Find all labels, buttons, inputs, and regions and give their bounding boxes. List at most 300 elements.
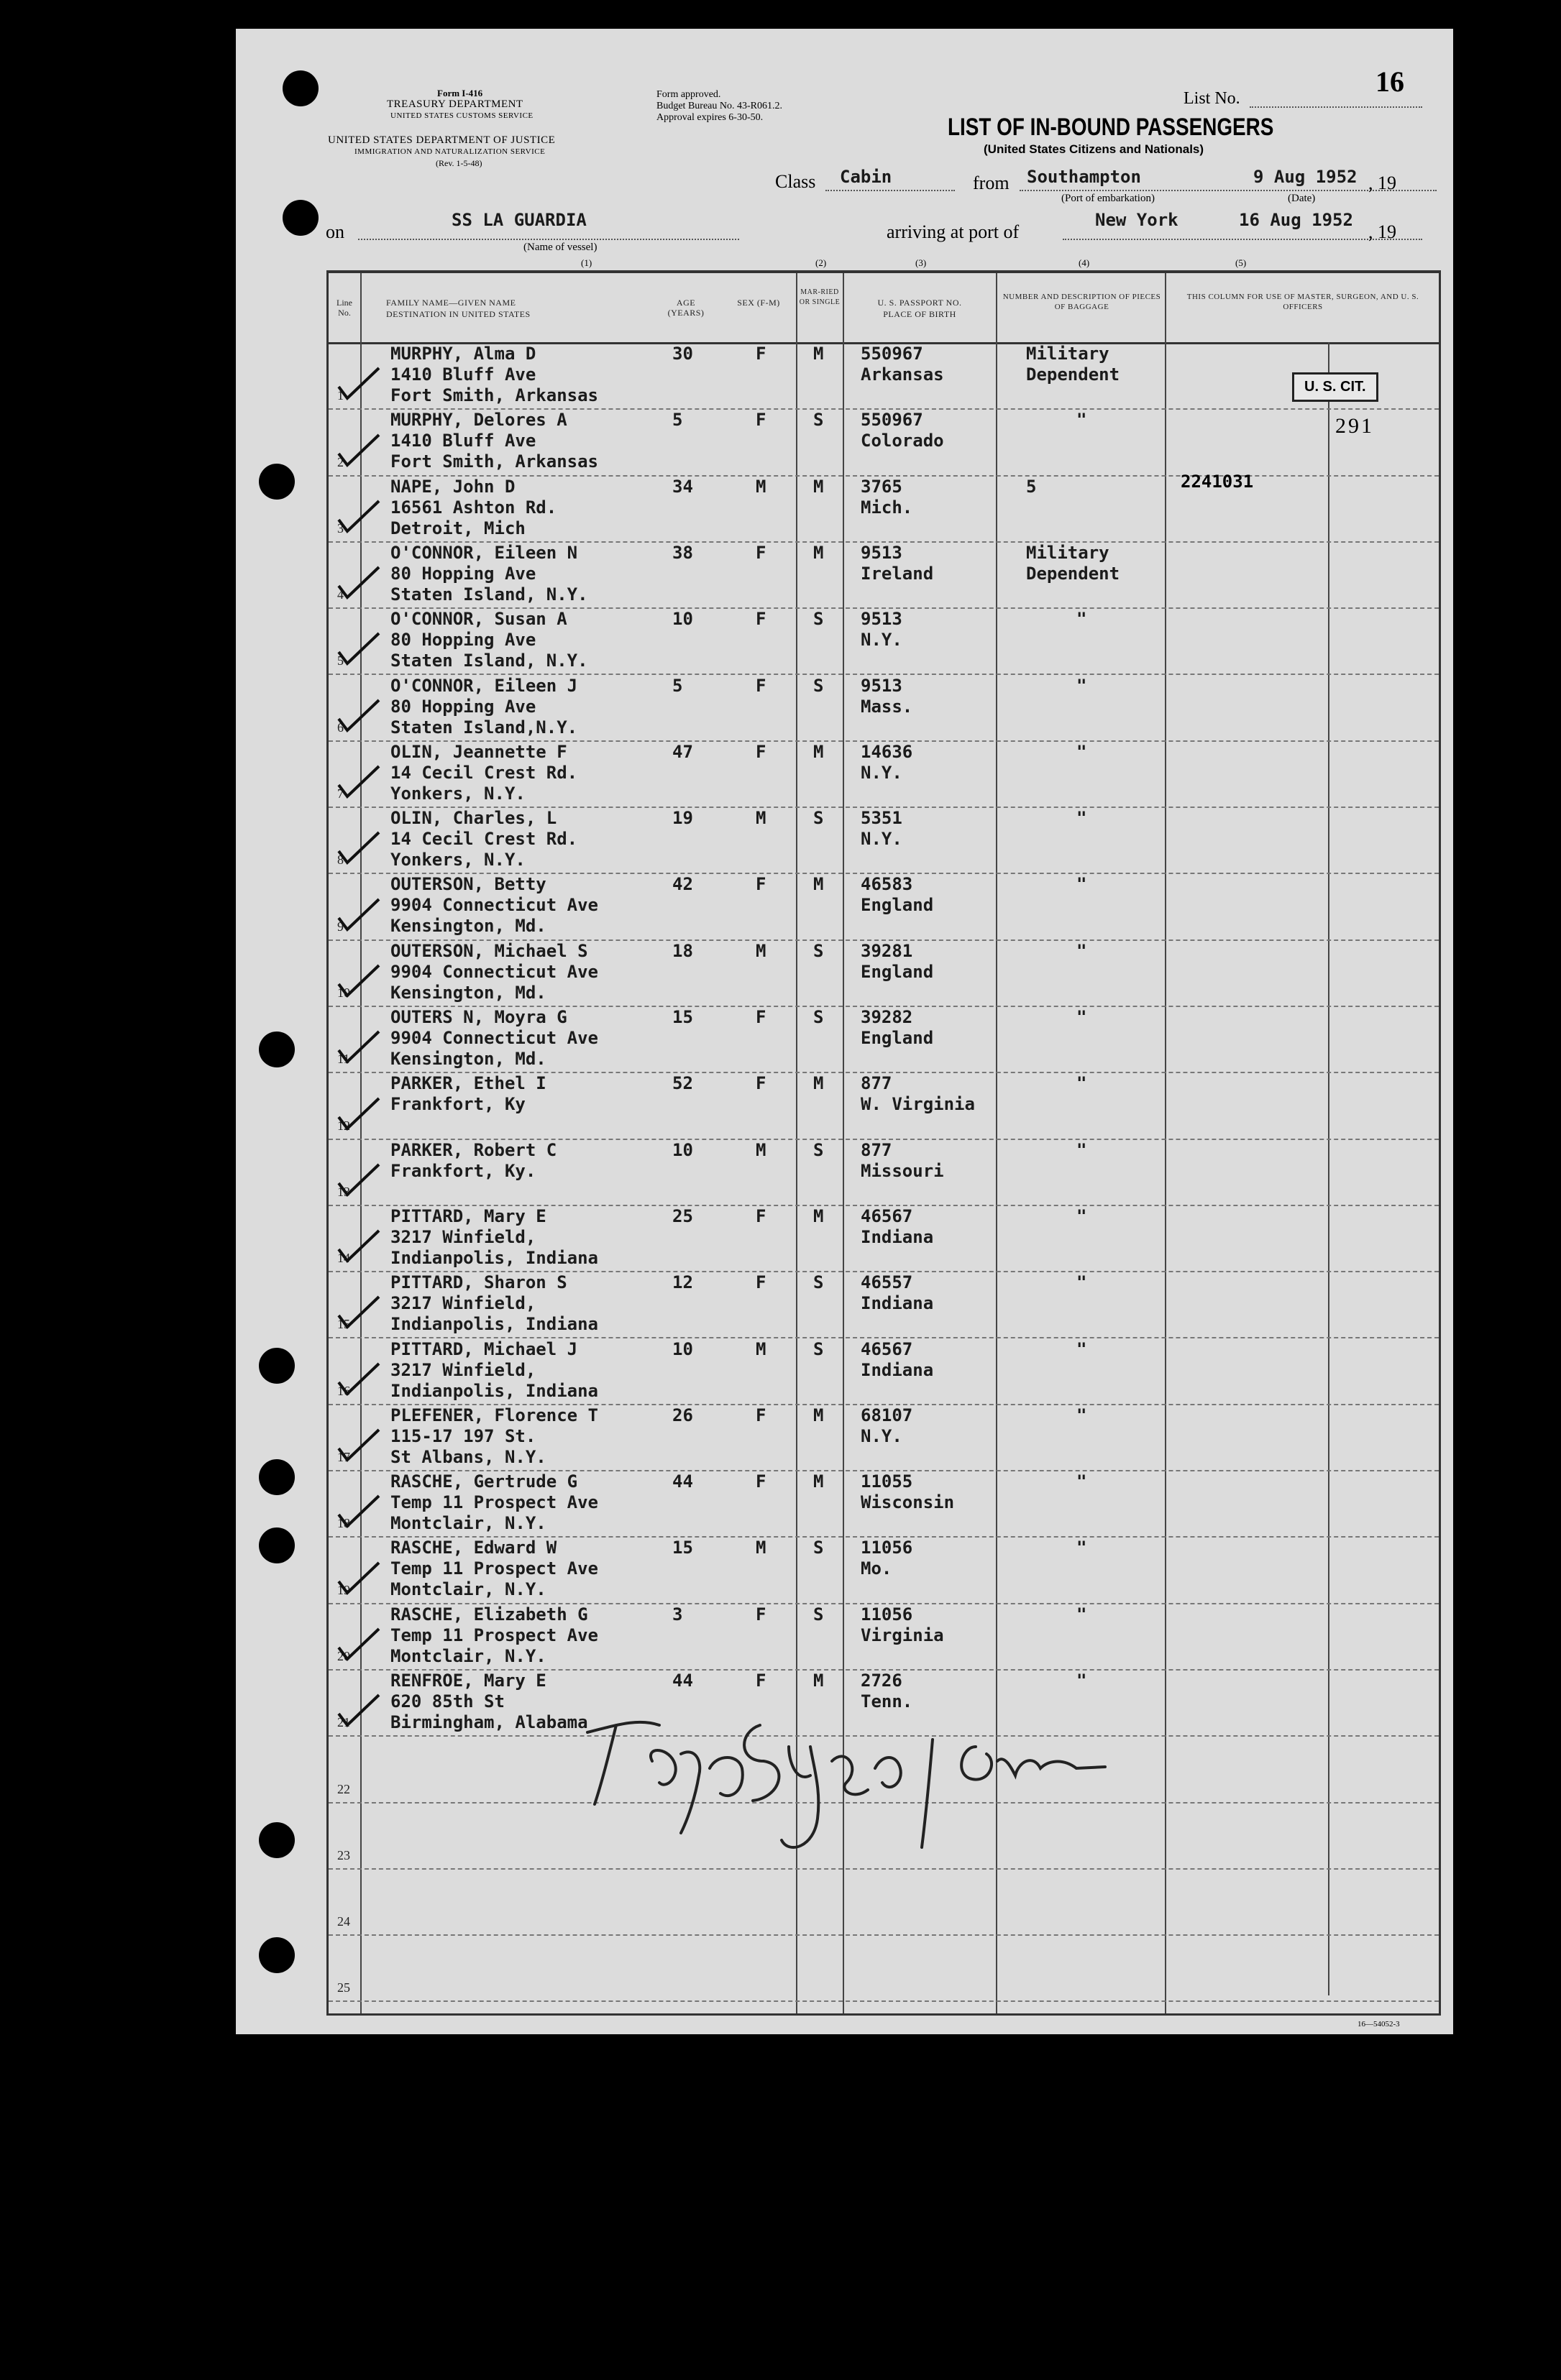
line-number: 15 — [337, 1317, 350, 1332]
line-number: 2 — [337, 454, 344, 469]
vessel-underline — [358, 239, 739, 240]
age-cell: 19 — [672, 808, 693, 829]
baggage-cell: " — [1076, 1338, 1087, 1359]
birthplace-cell: Missouri — [861, 1160, 944, 1181]
checkmark-icon — [337, 1692, 380, 1728]
passenger-address: Fort Smith, Arkansas — [390, 451, 598, 472]
col-baggage-header: NUMBER AND DESCRIPTION OF PIECES OF BAGGAGE — [1002, 293, 1161, 311]
extra-number: 2241031 — [1181, 472, 1254, 492]
sex-cell: F — [756, 1471, 766, 1492]
baggage-cell: " — [1076, 1405, 1087, 1425]
checkmark-icon — [337, 1294, 380, 1330]
passenger-name: PITTARD, Michael J — [390, 1338, 578, 1359]
punch-hole-5 — [259, 1348, 295, 1384]
col-officers-header: THIS COLUMN FOR USE OF MASTER, SURGEON, AND U. S. OFFICERS — [1186, 293, 1419, 311]
col-name-header: FAMILY NAME—GIVEN NAME — [386, 298, 516, 308]
birthplace-cell: Virginia — [861, 1625, 944, 1645]
age-cell: 44 — [672, 1671, 693, 1691]
birthplace-cell: Mo. — [861, 1558, 892, 1579]
marital-cell: S — [813, 1538, 824, 1558]
passenger-address: 620 85th St — [390, 1691, 505, 1712]
customs-service: UNITED STATES CUSTOMS SERVICE — [390, 111, 534, 120]
sex-cell: F — [756, 1604, 766, 1625]
passport-cell: 46567 — [861, 1338, 913, 1359]
baggage-cell: " — [1076, 1272, 1087, 1293]
checkmark-icon — [337, 1162, 380, 1198]
checkmark-icon — [337, 962, 380, 998]
passenger-name: MURPHY, Alma D — [390, 344, 536, 364]
line-number: 8 — [337, 853, 344, 868]
table-row — [329, 541, 1439, 609]
marital-cell: M — [813, 344, 824, 364]
passenger-address: 80 Hopping Ave — [390, 563, 536, 584]
passenger-table — [326, 270, 1441, 2016]
birthplace-cell: Indiana — [861, 1293, 934, 1314]
age-cell: 26 — [672, 1405, 693, 1425]
class-label: Class — [775, 171, 816, 192]
col-age-header: AGE (YEARS) — [667, 298, 705, 318]
approval-line-3: Approval expires 6-30-50. — [656, 112, 764, 123]
line-number: 5 — [337, 653, 344, 668]
passenger-address: Montclair, N.Y. — [390, 1645, 546, 1666]
passenger-address: 16561 Ashton Rd. — [390, 497, 557, 518]
baggage-cell: Military — [1026, 542, 1109, 563]
sex-cell: F — [756, 1405, 766, 1425]
line-number: 22 — [337, 1781, 350, 1796]
col-num-2: (2) — [815, 257, 827, 268]
table-row — [329, 1934, 1439, 2002]
passport-cell: 39281 — [861, 940, 913, 961]
list-no-label: List No. — [1184, 89, 1240, 108]
marital-cell: M — [813, 1671, 824, 1691]
line-number: 18 — [337, 1516, 350, 1531]
age-cell: 15 — [672, 1007, 693, 1027]
marital-cell: M — [813, 1205, 824, 1226]
passenger-name: PLEFENER, Florence T — [390, 1405, 598, 1425]
vessel-caption: (Name of vessel) — [523, 242, 598, 253]
from-label: from — [973, 173, 1010, 193]
approval-line-2: Budget Bureau No. 43-R061.2. — [656, 101, 782, 111]
punch-hole-6 — [259, 1459, 295, 1495]
col-num-5: (5) — [1235, 257, 1247, 268]
passenger-address: Temp 11 Prospect Ave — [390, 1558, 598, 1579]
table-row — [329, 1404, 1439, 1471]
class-underline — [825, 190, 955, 191]
passport-cell: 877 — [861, 1073, 892, 1094]
table-row — [329, 1205, 1439, 1272]
passport-cell: 550967 — [861, 410, 923, 431]
age-cell: 30 — [672, 344, 693, 364]
table-row — [329, 873, 1439, 940]
passenger-address: 3217 Winfield, — [390, 1359, 536, 1380]
sex-cell: F — [756, 609, 766, 630]
table-row — [329, 342, 1439, 410]
passenger-address: Temp 11 Prospect Ave — [390, 1492, 598, 1513]
baggage-cell: Dependent — [1026, 563, 1120, 584]
sex-cell: M — [756, 1338, 766, 1359]
passenger-address: 1410 Bluff Ave — [390, 364, 536, 385]
passenger-address: Frankfort, Ky — [390, 1094, 526, 1115]
passport-cell: 9513 — [861, 609, 902, 630]
passenger-address: Kensington, Md. — [390, 982, 546, 1003]
checkmark-icon — [337, 1427, 380, 1463]
passenger-address: Montclair, N.Y. — [390, 1579, 546, 1600]
list-no-underline — [1250, 106, 1422, 108]
birthplace-cell: W. Virginia — [861, 1094, 975, 1115]
marital-cell: S — [813, 1272, 824, 1293]
marital-cell: S — [813, 609, 824, 630]
table-row — [329, 1072, 1439, 1139]
age-cell: 47 — [672, 741, 693, 762]
passenger-address: Indianpolis, Indiana — [390, 1247, 598, 1268]
line-number: 25 — [337, 1980, 350, 1995]
passport-cell: 877 — [861, 1139, 892, 1160]
checkmark-icon — [337, 432, 380, 468]
passenger-address: Temp 11 Prospect Ave — [390, 1625, 598, 1645]
checkmark-icon — [337, 1228, 380, 1264]
table-row — [329, 1271, 1439, 1338]
passport-cell: 11056 — [861, 1538, 913, 1558]
birthplace-cell: England — [861, 1028, 934, 1048]
checkmark-icon — [337, 896, 380, 932]
passenger-name: RENFROE, Mary E — [390, 1671, 546, 1691]
form-number: Form I-416 — [437, 88, 483, 98]
col-dest-header: DESTINATION IN UNITED STATES — [386, 309, 531, 319]
ins-service: IMMIGRATION AND NATURALIZATION SERVICE — [354, 147, 546, 156]
sex-cell: M — [756, 1538, 766, 1558]
table-row — [329, 607, 1439, 675]
punch-hole-3 — [259, 464, 295, 500]
page-subtitle: (United States Citizens and Nationals) — [984, 142, 1204, 156]
passenger-name: OUTERSON, Michael S — [390, 940, 588, 961]
baggage-cell: " — [1076, 1538, 1087, 1558]
passport-cell: 3765 — [861, 476, 902, 497]
passport-cell: 68107 — [861, 1405, 913, 1425]
passenger-address: 9904 Connecticut Ave — [390, 1028, 598, 1048]
passenger-address: 80 Hopping Ave — [390, 630, 536, 651]
line-number: 3 — [337, 520, 344, 536]
embark-port: Southampton — [1027, 167, 1141, 187]
line-number: 21 — [337, 1715, 350, 1730]
birthplace-cell: England — [861, 961, 934, 982]
passenger-address: St Albans, N.Y. — [390, 1446, 546, 1467]
baggage-cell: Military — [1026, 344, 1109, 364]
passenger-address: Staten Island, N.Y. — [390, 584, 588, 605]
sex-cell: F — [756, 874, 766, 895]
birthplace-cell: Colorado — [861, 431, 944, 451]
on-label: on — [326, 221, 344, 242]
marital-cell: M — [813, 1405, 824, 1425]
col-married-header: MAR-RIED OR SINGLE — [799, 288, 841, 306]
baggage-cell: " — [1076, 609, 1087, 630]
line-number: 19 — [337, 1582, 350, 1597]
passenger-name: O'CONNOR, Susan A — [390, 609, 567, 630]
line-number: 10 — [337, 985, 350, 1000]
passenger-name: RASCHE, Elizabeth G — [390, 1604, 588, 1625]
marital-cell: S — [813, 675, 824, 696]
passenger-address: Montclair, N.Y. — [390, 1513, 546, 1534]
class-value: Cabin — [840, 167, 892, 187]
marital-cell: S — [813, 410, 824, 431]
baggage-cell: " — [1076, 808, 1087, 829]
marital-cell: M — [813, 741, 824, 762]
birthplace-cell: Ireland — [861, 563, 934, 584]
table-row — [329, 1006, 1439, 1073]
vessel-name: SS LA GUARDIA — [452, 210, 587, 230]
marital-cell: S — [813, 808, 824, 829]
baggage-cell: " — [1076, 1604, 1087, 1625]
sex-cell: M — [756, 476, 766, 497]
treasury-dept: TREASURY DEPARTMENT — [387, 98, 523, 110]
birthplace-cell: Mich. — [861, 497, 913, 518]
sex-cell: F — [756, 675, 766, 696]
checkmark-icon — [337, 1626, 380, 1662]
table-row — [329, 1603, 1439, 1671]
checkmark-icon — [337, 830, 380, 865]
date-caption: (Date) — [1288, 193, 1316, 204]
marital-cell: M — [813, 874, 824, 895]
table-row — [329, 408, 1439, 476]
baggage-cell: Dependent — [1026, 364, 1120, 385]
passport-cell: 14636 — [861, 741, 913, 762]
col-num-3: (3) — [915, 257, 927, 268]
line-number: 17 — [337, 1450, 350, 1465]
line-number: 20 — [337, 1648, 350, 1663]
checkmark-icon — [337, 630, 380, 666]
sex-cell: F — [756, 1272, 766, 1293]
sex-cell: F — [756, 344, 766, 364]
passenger-name: MURPHY, Delores A — [390, 410, 567, 431]
passenger-address: Kensington, Md. — [390, 1049, 546, 1069]
passport-cell: 39282 — [861, 1007, 913, 1027]
checkmark-icon — [337, 1029, 380, 1065]
checkmark-icon — [337, 1095, 380, 1131]
passenger-address: Frankfort, Ky. — [390, 1160, 536, 1181]
baggage-cell: " — [1076, 1139, 1087, 1160]
baggage-cell: " — [1076, 1671, 1087, 1691]
age-cell: 18 — [672, 940, 693, 961]
passenger-address: 9904 Connecticut Ave — [390, 895, 598, 916]
passenger-address: Yonkers, N.Y. — [390, 783, 526, 804]
line-number: 12 — [337, 1118, 350, 1133]
sex-cell: F — [756, 1007, 766, 1027]
col-num-1: (1) — [581, 257, 592, 268]
marital-cell: S — [813, 1139, 824, 1160]
passenger-address: 1410 Bluff Ave — [390, 431, 536, 451]
marital-cell: M — [813, 542, 824, 563]
col-sex-header: SEX (F-M) — [737, 298, 780, 308]
passenger-name: PITTARD, Sharon S — [390, 1272, 567, 1293]
justice-dept: UNITED STATES DEPARTMENT OF JUSTICE — [328, 134, 556, 146]
sex-cell: F — [756, 1073, 766, 1094]
punch-hole-4 — [259, 1032, 295, 1067]
passport-cell: 5351 — [861, 808, 902, 829]
arrival-port: New York — [1095, 210, 1178, 230]
arriving-label: arriving at port of — [887, 221, 1020, 242]
manifest-sheet — [236, 29, 1453, 2034]
age-cell: 10 — [672, 1338, 693, 1359]
age-cell: 3 — [672, 1604, 683, 1625]
birthplace-cell: N.Y. — [861, 762, 902, 783]
age-cell: 52 — [672, 1073, 693, 1094]
baggage-cell: " — [1076, 675, 1087, 696]
marital-cell: S — [813, 1338, 824, 1359]
marital-cell: S — [813, 940, 824, 961]
punch-hole-9 — [259, 1937, 295, 1973]
passenger-name: PITTARD, Mary E — [390, 1205, 546, 1226]
birthplace-cell: Indiana — [861, 1226, 934, 1247]
table-header — [329, 273, 1439, 344]
checkmark-icon — [337, 498, 380, 534]
checkmark-icon — [337, 1560, 380, 1596]
baggage-cell: " — [1076, 410, 1087, 431]
checkmark-icon — [337, 697, 380, 733]
passenger-address: 3217 Winfield, — [390, 1226, 536, 1247]
marital-cell: M — [813, 1471, 824, 1492]
punch-hole-8 — [259, 1822, 295, 1858]
checkmark-icon — [337, 1493, 380, 1529]
passenger-address: 115-17 197 St. — [390, 1425, 536, 1446]
line-number: 24 — [337, 1914, 350, 1929]
sex-cell: M — [756, 1139, 766, 1160]
passport-cell: 9513 — [861, 542, 902, 563]
sex-cell: M — [756, 940, 766, 961]
sex-cell: F — [756, 1671, 766, 1691]
passenger-address: 14 Cecil Crest Rd. — [390, 762, 578, 783]
page-number: 16 — [1375, 65, 1404, 98]
table-row — [329, 939, 1439, 1007]
table-row — [329, 1470, 1439, 1538]
baggage-cell: " — [1076, 1205, 1087, 1226]
sex-cell: F — [756, 741, 766, 762]
checkmark-icon — [337, 1361, 380, 1397]
table-row — [329, 807, 1439, 874]
baggage-cell: " — [1076, 1007, 1087, 1027]
passport-cell: 11056 — [861, 1604, 913, 1625]
passport-cell: 46583 — [861, 874, 913, 895]
birthplace-cell: Tenn. — [861, 1691, 913, 1712]
col-num-4: (4) — [1079, 257, 1090, 268]
passenger-name: O'CONNOR, Eileen J — [390, 675, 578, 696]
line-number: 6 — [337, 720, 344, 735]
passenger-name: OUTERS N, Moyra G — [390, 1007, 567, 1027]
table-row — [329, 1536, 1439, 1604]
age-cell: 44 — [672, 1471, 693, 1492]
age-cell: 10 — [672, 1139, 693, 1160]
passport-cell: 2726 — [861, 1671, 902, 1691]
marital-cell: M — [813, 1073, 824, 1094]
approval-line-1: Form approved. — [656, 89, 721, 100]
baggage-cell: " — [1076, 874, 1087, 895]
marital-cell: M — [813, 476, 824, 497]
passenger-address: Indianpolis, Indiana — [390, 1314, 598, 1335]
punch-hole-7 — [259, 1527, 295, 1563]
passenger-address: Kensington, Md. — [390, 916, 546, 937]
year-suffix-1: , 19 — [1368, 173, 1396, 193]
baggage-cell: " — [1076, 741, 1087, 762]
line-number: 11 — [337, 1052, 350, 1067]
age-cell: 25 — [672, 1205, 693, 1226]
birthplace-cell: Wisconsin — [861, 1492, 955, 1513]
birthplace-cell: Indiana — [861, 1359, 934, 1380]
passport-cell: 11055 — [861, 1471, 913, 1492]
inspector-signature — [573, 1675, 1120, 1862]
passenger-address: 3217 Winfield, — [390, 1293, 536, 1314]
baggage-cell: " — [1076, 1073, 1087, 1094]
line-number: 9 — [337, 919, 344, 934]
page-title: LIST OF IN-BOUND PASSENGERS — [948, 114, 1274, 141]
passenger-address: 14 Cecil Crest Rd. — [390, 829, 578, 850]
table-row — [329, 740, 1439, 808]
passenger-address: Yonkers, N.Y. — [390, 850, 526, 870]
passenger-address: Detroit, Mich — [390, 518, 526, 538]
marital-cell: S — [813, 1007, 824, 1027]
marital-cell: S — [813, 1604, 824, 1625]
punch-hole-2 — [283, 200, 319, 236]
birthplace-cell: England — [861, 895, 934, 916]
revision: (Rev. 1-5-48) — [436, 158, 482, 168]
sex-cell: M — [756, 808, 766, 829]
age-cell: 5 — [672, 675, 683, 696]
passenger-name: OLIN, Jeannette F — [390, 741, 567, 762]
passenger-name: PARKER, Ethel I — [390, 1073, 546, 1094]
passport-cell: 550967 — [861, 344, 923, 364]
us-cit-stamp: U. S. CIT. — [1292, 372, 1378, 402]
col-birth-header: PLACE OF BIRTH — [883, 309, 956, 319]
passenger-name: PARKER, Robert C — [390, 1139, 557, 1160]
passenger-name: O'CONNOR, Eileen N — [390, 542, 578, 563]
sex-cell: F — [756, 410, 766, 431]
table-row — [329, 475, 1439, 543]
age-cell: 12 — [672, 1272, 693, 1293]
sex-cell: F — [756, 542, 766, 563]
passenger-address: Staten Island,N.Y. — [390, 717, 578, 738]
passport-cell: 9513 — [861, 675, 902, 696]
port-embark-caption: (Port of embarkation) — [1061, 193, 1155, 204]
passenger-name: NAPE, John D — [390, 476, 516, 497]
table-row — [329, 1338, 1439, 1405]
checkmark-icon — [337, 564, 380, 600]
year-suffix-2: , 19 — [1368, 221, 1396, 242]
birthplace-cell: N.Y. — [861, 630, 902, 651]
table-row — [329, 1868, 1439, 1936]
age-cell: 38 — [672, 542, 693, 563]
line-number: 4 — [337, 587, 344, 602]
table-row — [329, 674, 1439, 742]
passenger-address: Birmingham, Alabama — [390, 1712, 588, 1732]
birthplace-cell: Arkansas — [861, 364, 944, 385]
col-line-header: Line No. — [337, 298, 352, 318]
col-passport-header: U. S. PASSPORT NO. — [877, 298, 962, 308]
punch-hole-1 — [283, 70, 319, 106]
passenger-name: OUTERSON, Betty — [390, 874, 546, 895]
passenger-name: RASCHE, Gertrude G — [390, 1471, 578, 1492]
passenger-name: OLIN, Charles, L — [390, 808, 557, 829]
line-number: 13 — [337, 1184, 350, 1199]
passport-cell: 46567 — [861, 1205, 913, 1226]
passport-cell: 46557 — [861, 1272, 913, 1293]
baggage-cell: " — [1076, 1471, 1087, 1492]
checkmark-icon — [337, 763, 380, 799]
footer-code: 16—54052-3 — [1358, 2020, 1400, 2028]
passenger-name: RASCHE, Edward W — [390, 1538, 557, 1558]
passenger-address: 9904 Connecticut Ave — [390, 961, 598, 982]
age-cell: 10 — [672, 609, 693, 630]
stamp-number: 291 — [1335, 414, 1374, 438]
sex-cell: F — [756, 1205, 766, 1226]
passenger-address: 80 Hopping Ave — [390, 696, 536, 717]
line-number: 16 — [337, 1383, 350, 1398]
